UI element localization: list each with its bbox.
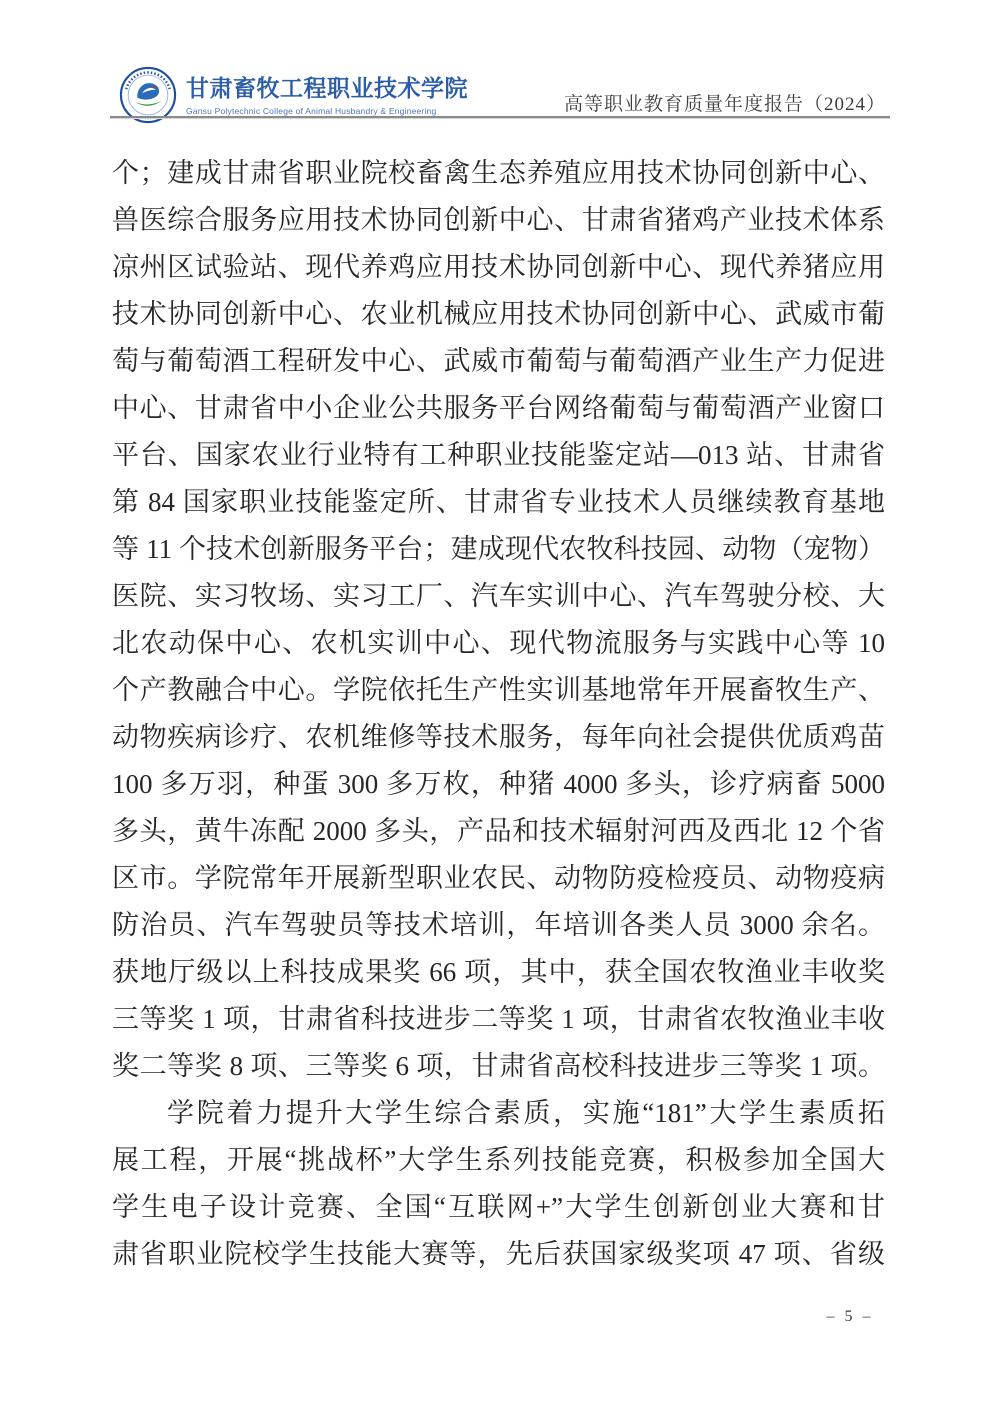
text-line: 凉州区试验站、现代养鸡应用技术协同创新中心、现代养猪应用 [112, 252, 885, 282]
text-line: 动物疾病诊疗、农机维修等技术服务，每年向社会提供优质鸡苗 [112, 722, 885, 752]
text-line: 中心、甘肃省中小企业公共服务平台网络葡萄与葡萄酒产业窗口 [112, 393, 885, 423]
text-line: 萄与葡萄酒工程研发中心、武威市葡萄与葡萄酒产业生产力促进 [112, 346, 885, 376]
header-rule [110, 116, 890, 119]
college-name-en: Gansu Polytechnic College of Animal Husbandry & Engineering [186, 106, 437, 116]
text-line: 北农动保中心、农机实训中心、现代物流服务与实践中心等 10 [112, 628, 885, 658]
text-line: 个产教融合中心。学院依托生产性实训基地常年开展畜牧生产、 [112, 675, 885, 705]
text-line: 区市。学院常年开展新型职业农民、动物防疫检疫员、动物疫病 [112, 863, 885, 893]
college-name-block [186, 70, 606, 116]
text-line: 个；建成甘肃省职业院校畜禽生态养殖应用技术协同创新中心、 [112, 158, 885, 188]
text-line: 兽医综合服务应用技术协同创新中心、甘肃省猪鸡产业技术体系 [112, 205, 885, 235]
report-title: 高等职业教育质量年度报告（2024） [563, 94, 886, 115]
text-line: 多头，黄牛冻配 2000 多头，产品和技术辐射河西及西北 12 个省 [112, 816, 885, 846]
text-line: 等 11 个技术创新服务平台；建成现代农牧科技园、动物（宠物） [112, 534, 885, 564]
college-name-zh: 甘肃畜牧工程职业技术学院 [186, 76, 468, 101]
text-line: 奖二等奖 8 项、三等奖 6 项，甘肃省高校科技进步三等奖 1 项。 [112, 1051, 885, 1081]
text-line: 三等奖 1 项，甘肃省科技进步二等奖 1 项，甘肃省农牧渔业丰收 [112, 1004, 885, 1034]
text-line: 防治员、汽车驾驶员等技术培训，年培训各类人员 3000 余名。 [112, 910, 885, 940]
text-line: 平台、国家农业行业特有工种职业技能鉴定站—013 站、甘肃省 [112, 440, 885, 470]
page-number: – 5 – [826, 1308, 874, 1325]
body-text [112, 150, 885, 1278]
text-line: 展工程，开展“挑战杯”大学生系列技能竞赛，积极参加全国大 [112, 1145, 885, 1175]
text-line: 技术协同创新中心、农业机械应用技术协同创新中心、武威市葡 [112, 299, 885, 329]
text-line: 医院、实习牧场、实习工厂、汽车实训中心、汽车驾驶分校、大 [112, 581, 885, 611]
text-line-paragraph-start: 学院着力提升大学生综合素质，实施“181”大学生素质拓 [167, 1098, 885, 1128]
text-line: 第 84 国家职业技能鉴定所、甘肃省专业技术人员继续教育基地 [112, 487, 885, 517]
text-line: 学生电子设计竞赛、全国“互联网+”大学生创新创业大赛和甘 [112, 1192, 885, 1222]
text-line: 100 多万羽，种蛋 300 多万枚，种猪 4000 多头，诊疗病畜 5000 [112, 769, 885, 799]
text-line: 肃省职业院校学生技能大赛等，先后获国家级奖项 47 项、省级 [112, 1239, 885, 1269]
text-line: 获地厅级以上科技成果奖 66 项，其中，获全国农牧渔业丰收奖 [112, 957, 885, 987]
